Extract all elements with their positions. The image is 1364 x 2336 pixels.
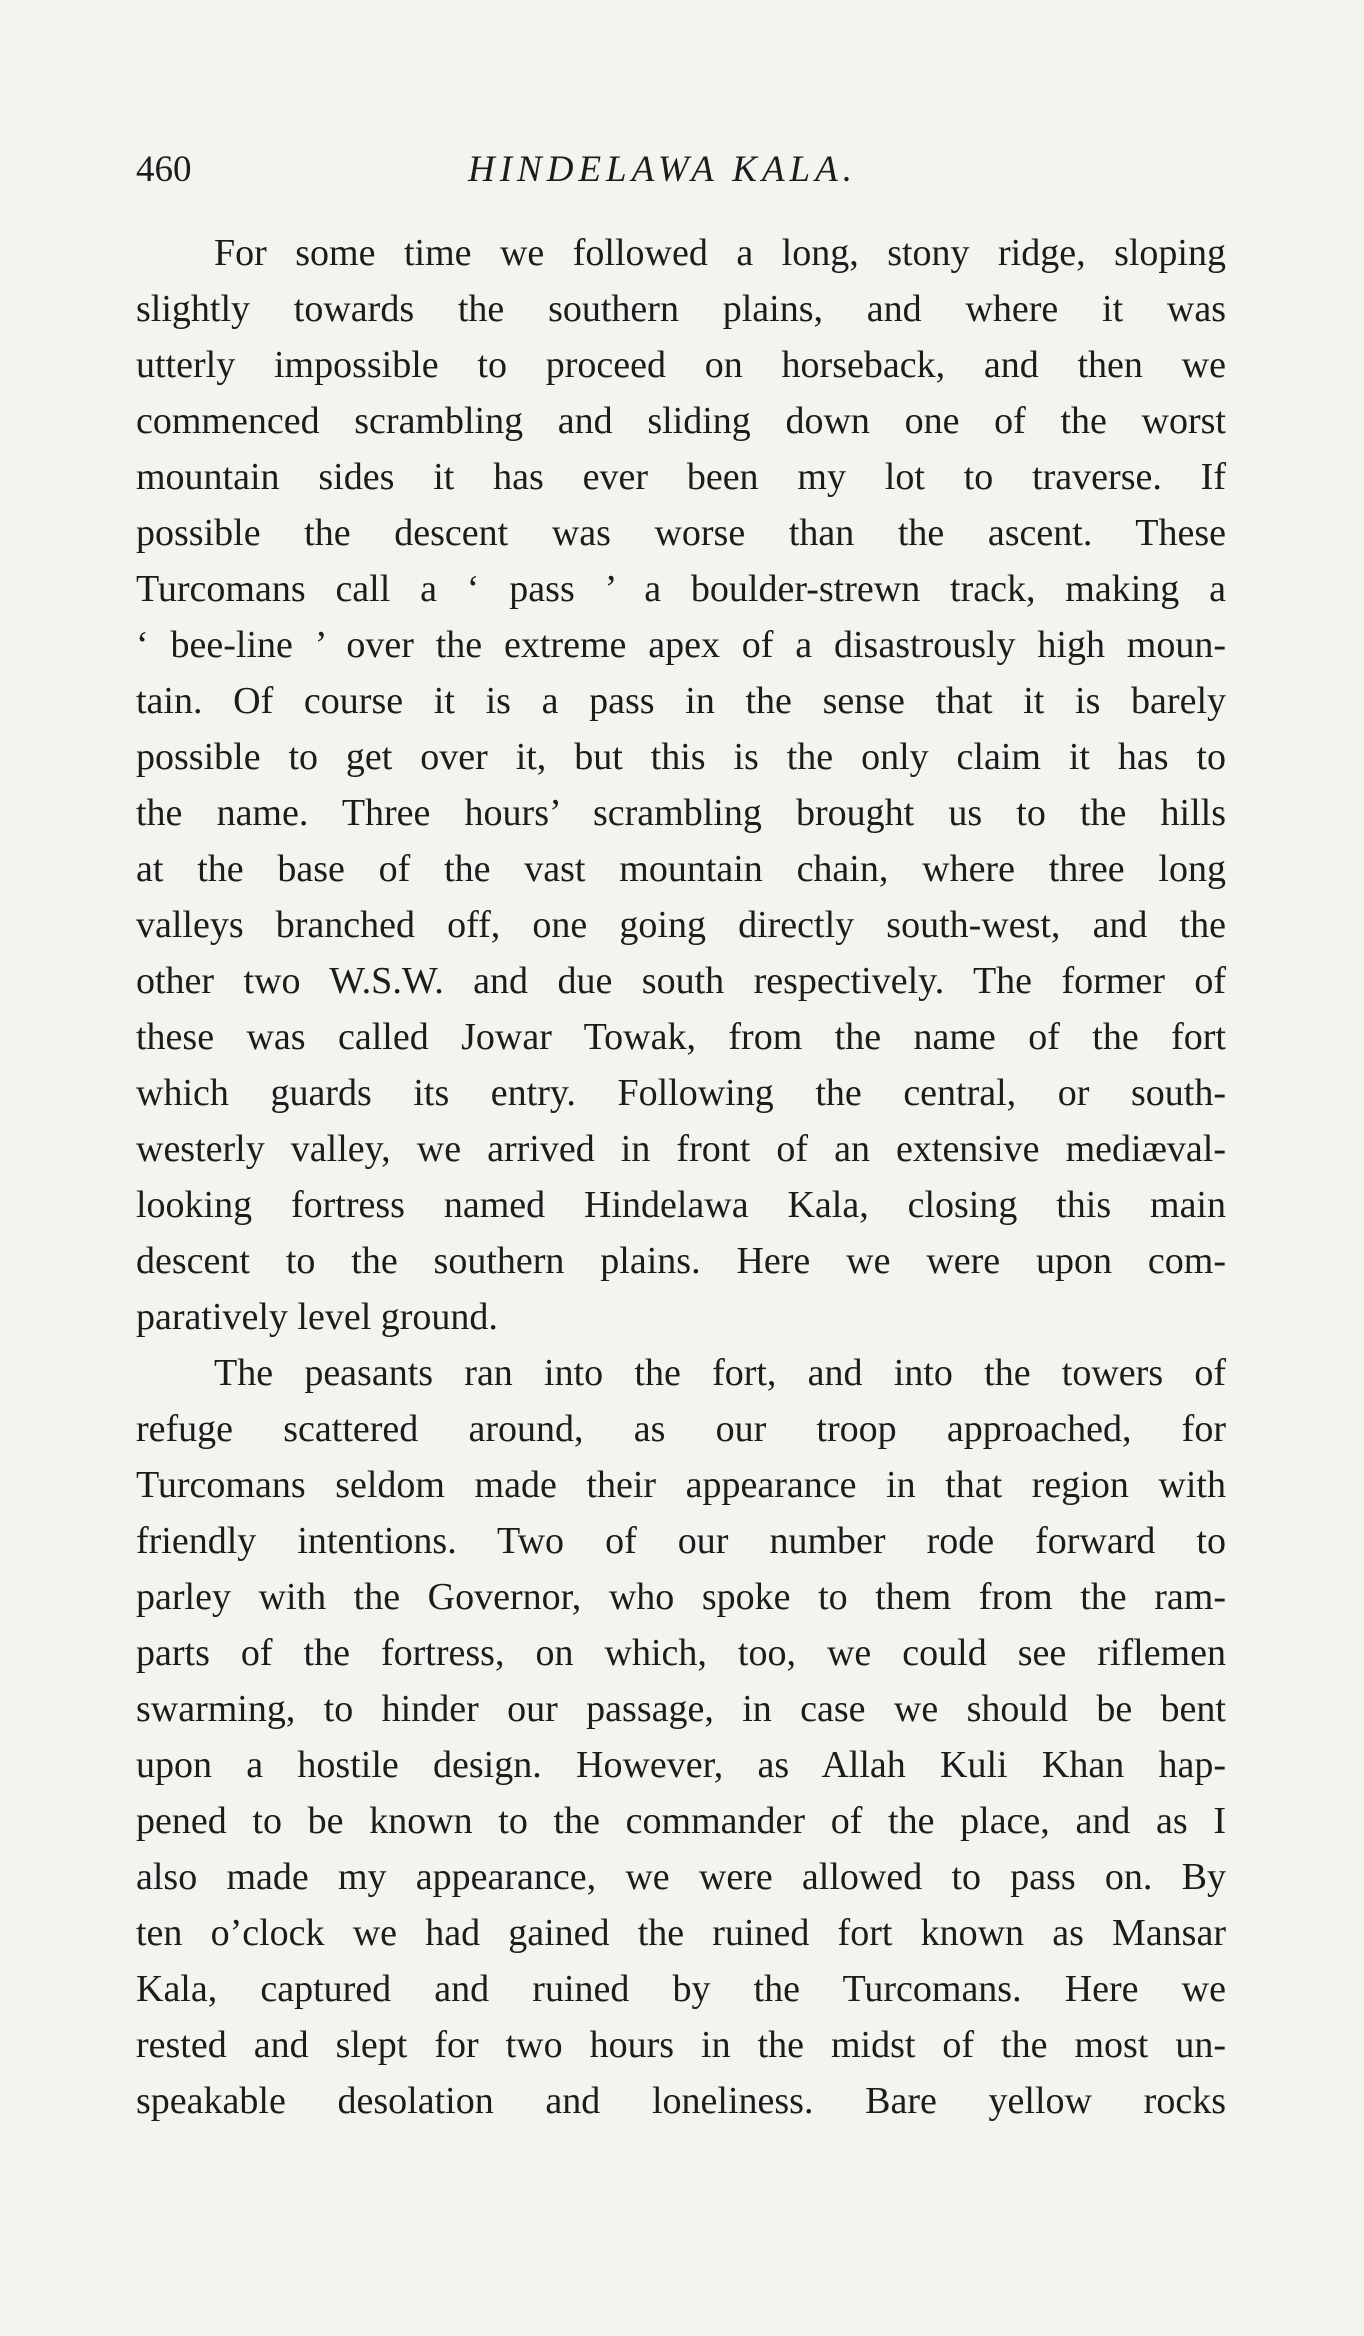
text-line: The peasants ran into the fort, and into the towers of [214,1352,1226,1394]
text-line: paratively level ground. [136,1296,498,1338]
text-line: refuge scattered around, as our troop approached, for [136,1408,1226,1450]
body-text [136,225,1226,2129]
text-line: speakable desolation and loneliness. Bare yellow rocks [136,2080,1226,2122]
paragraph-1 [136,225,1226,1345]
text-line: also made my appearance, we were allowed to pass on. By [136,1856,1226,1898]
text-line: tain. Of course it is a pass in the sense that it is barely [136,680,1226,722]
text-line: pened to be known to the commander of the place, and as I [136,1800,1226,1842]
text-line: parts of the fortress, on which, too, we could see riflemen [136,1632,1226,1674]
page-number: 460 [136,149,192,190]
text-line: rested and slept for two hours in the midst of the most un- [136,2024,1226,2066]
text-line: descent to the southern plains. Here we were upon com- [136,1240,1226,1282]
text-line: valleys branched off, one going directly south-west, and the [136,904,1226,946]
page-header [136,148,1226,198]
text-line: looking fortress named Hindelawa Kala, closing this main [136,1184,1226,1226]
text-line: these was called Jowar Towak, from the name of the fort [136,1016,1226,1058]
paragraph-2 [136,1345,1226,2129]
text-line: possible the descent was worse than the ascent. These [136,512,1226,554]
text-line: Turcomans call a ‘ pass ’ a boulder-strewn track, making a [136,568,1226,610]
text-line: parley with the Governor, who spoke to them from the ram- [136,1576,1226,1618]
text-line: which guards its entry. Following the central, or south- [136,1072,1226,1114]
text-line: Turcomans seldom made their appearance in that region with [136,1464,1226,1506]
running-head: HINDELAWA KALA. [468,149,857,190]
text-line: possible to get over it, but this is the only claim it has to [136,736,1226,778]
text-line: westerly valley, we arrived in front of an extensive mediæval- [136,1128,1226,1170]
text-line: at the base of the vast mountain chain, where three long [136,848,1226,890]
text-line: commenced scrambling and sliding down one of the worst [136,400,1226,442]
text-line: mountain sides it has ever been my lot to traverse. If [136,456,1226,498]
text-line: Kala, captured and ruined by the Turcomans. Here we [136,1968,1226,2010]
text-line: swarming, to hinder our passage, in case we should be bent [136,1688,1226,1730]
text-line: utterly impossible to proceed on horseback, and then we [136,344,1226,386]
text-line: slightly towards the southern plains, and where it was [136,288,1226,330]
text-line: ten o’clock we had gained the ruined fort known as Mansar [136,1912,1226,1954]
text-line: other two W.S.W. and due south respectively. The former of [136,960,1226,1002]
text-line: For some time we followed a long, stony ridge, sloping [214,232,1226,274]
text-line: friendly intentions. Two of our number rode forward to [136,1520,1226,1562]
text-line: the name. Three hours’ scrambling brought us to the hills [136,792,1226,834]
text-line: upon a hostile design. However, as Allah Kuli Khan hap- [136,1744,1226,1786]
text-line: ‘ bee-line ’ over the extreme apex of a disastrously high moun- [136,624,1226,666]
